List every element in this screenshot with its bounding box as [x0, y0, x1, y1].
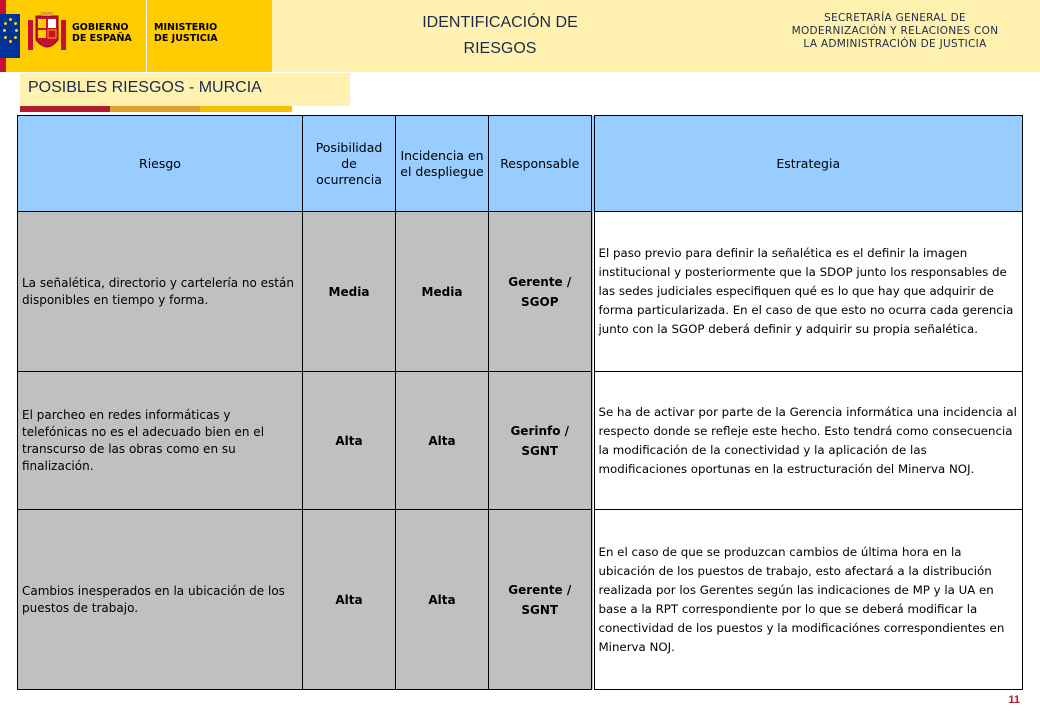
responsable-line-1: Gerinfo /: [510, 423, 570, 438]
responsable-line-1: Gerente /: [508, 582, 572, 597]
ministerio-label: [154, 22, 244, 44]
subtitle: POSIBLES RIESGOS - MURCIA: [28, 79, 262, 96]
cell-posibilidad: Alta: [303, 372, 396, 510]
cell-incidencia: Alta: [396, 510, 489, 690]
header-responsable: Responsable: [489, 116, 593, 212]
accent-bar-yellow: [200, 106, 292, 112]
cell-estrategia: En el caso de que se produzcan cambios de última hora en la ubicación de los puestos de trabajo, esto afectará a la distribución realizada por los Gerentes según las indicaciones de MP y la UA en base a la RPT correspondiente por lo que se deberá modificar la conectividad de los puestos y la modificaciónes correspondientes en Minerva NOJ.: [593, 510, 1023, 690]
header-riesgo: Riesgo: [18, 116, 303, 212]
cell-riesgo: La señalética, directorio y cartelería no están disponibles en tiempo y forma.: [18, 212, 303, 372]
cell-posibilidad: Alta: [303, 510, 396, 690]
secretaria-line-1: SECRETARÍA GENERAL DE: [824, 12, 966, 24]
header-divider: [146, 0, 147, 72]
secretaria-line-2: MODERNIZACIÓN Y RELACIONES CON: [791, 25, 999, 37]
eu-stars-icon: [0, 14, 20, 58]
accent-bar-red: [20, 106, 110, 112]
accent-bar-orange: [110, 106, 200, 112]
cell-estrategia: El paso previo para definir la señalética es el definir la imagen institucional y posteriormente que la SDOP junto los responsables de las sedes judiciales especifiquen qué es lo que hay que adquirir de forma particularizada. En el caso de que esto no ocurra cada gerencia junto con la SGOP deberá definir y adquirir su propia señalética.: [593, 212, 1023, 372]
page-number: 11: [1008, 694, 1020, 706]
subtitle-box: [20, 73, 350, 106]
header-posibilidad: Posibilidad de ocurrencia: [303, 116, 396, 212]
gobierno-line-1: GOBIERNO: [72, 22, 129, 33]
cell-estrategia: Se ha de activar por parte de la Gerencia informática una incidencia al respecto donde se refleje este hecho. Esto tendrá como consecuencia la modificación de la conectividad y la aplicación de las modificaciones oportunas en la estructuración del Minerva NOJ.: [593, 372, 1023, 510]
gobierno-line-2: DE ESPAÑA: [72, 33, 132, 44]
cell-incidencia: Media: [396, 212, 489, 372]
cell-riesgo: Cambios inesperados en la ubicación de los puestos de trabajo.: [18, 510, 303, 690]
table-header-row: [18, 116, 1023, 212]
cell-posibilidad: Media: [303, 212, 396, 372]
responsable-line-2: SGOP: [521, 294, 559, 309]
header-incidencia: Incidencia en el despliegue: [396, 116, 489, 212]
header-estrategia: Estrategia: [593, 116, 1023, 212]
coat-of-arms-icon: [26, 10, 68, 60]
title-line-2: RIESGOS: [463, 40, 537, 57]
page-title: [380, 10, 620, 62]
title-line-1: IDENTIFICACIÓN DE: [422, 14, 578, 31]
cell-responsable: [489, 510, 593, 690]
table-row: [18, 372, 1023, 510]
cell-incidencia: Alta: [396, 372, 489, 510]
responsable-line-1: Gerente /: [508, 274, 572, 289]
ministerio-line-1: MINISTERIO: [154, 22, 218, 33]
ministerio-line-2: DE JUSTICIA: [154, 33, 218, 44]
cell-responsable: [489, 372, 593, 510]
cell-responsable: [489, 212, 593, 372]
secretaria-label: [760, 12, 1030, 51]
table-row: [18, 510, 1023, 690]
gobierno-label: [72, 22, 142, 44]
risks-table: [17, 115, 1023, 690]
table-row: [18, 212, 1023, 372]
responsable-line-2: SGNT: [521, 602, 559, 617]
responsable-line-2: SGNT: [521, 443, 559, 458]
flag-strip: [0, 0, 20, 72]
cell-riesgo: El parcheo en redes informáticas y telefónicas no es el adecuado bien en el transcurso de las obras como en su finalización.: [18, 372, 303, 510]
secretaria-line-3: LA ADMINISTRACIÓN DE JUSTICIA: [803, 38, 987, 50]
